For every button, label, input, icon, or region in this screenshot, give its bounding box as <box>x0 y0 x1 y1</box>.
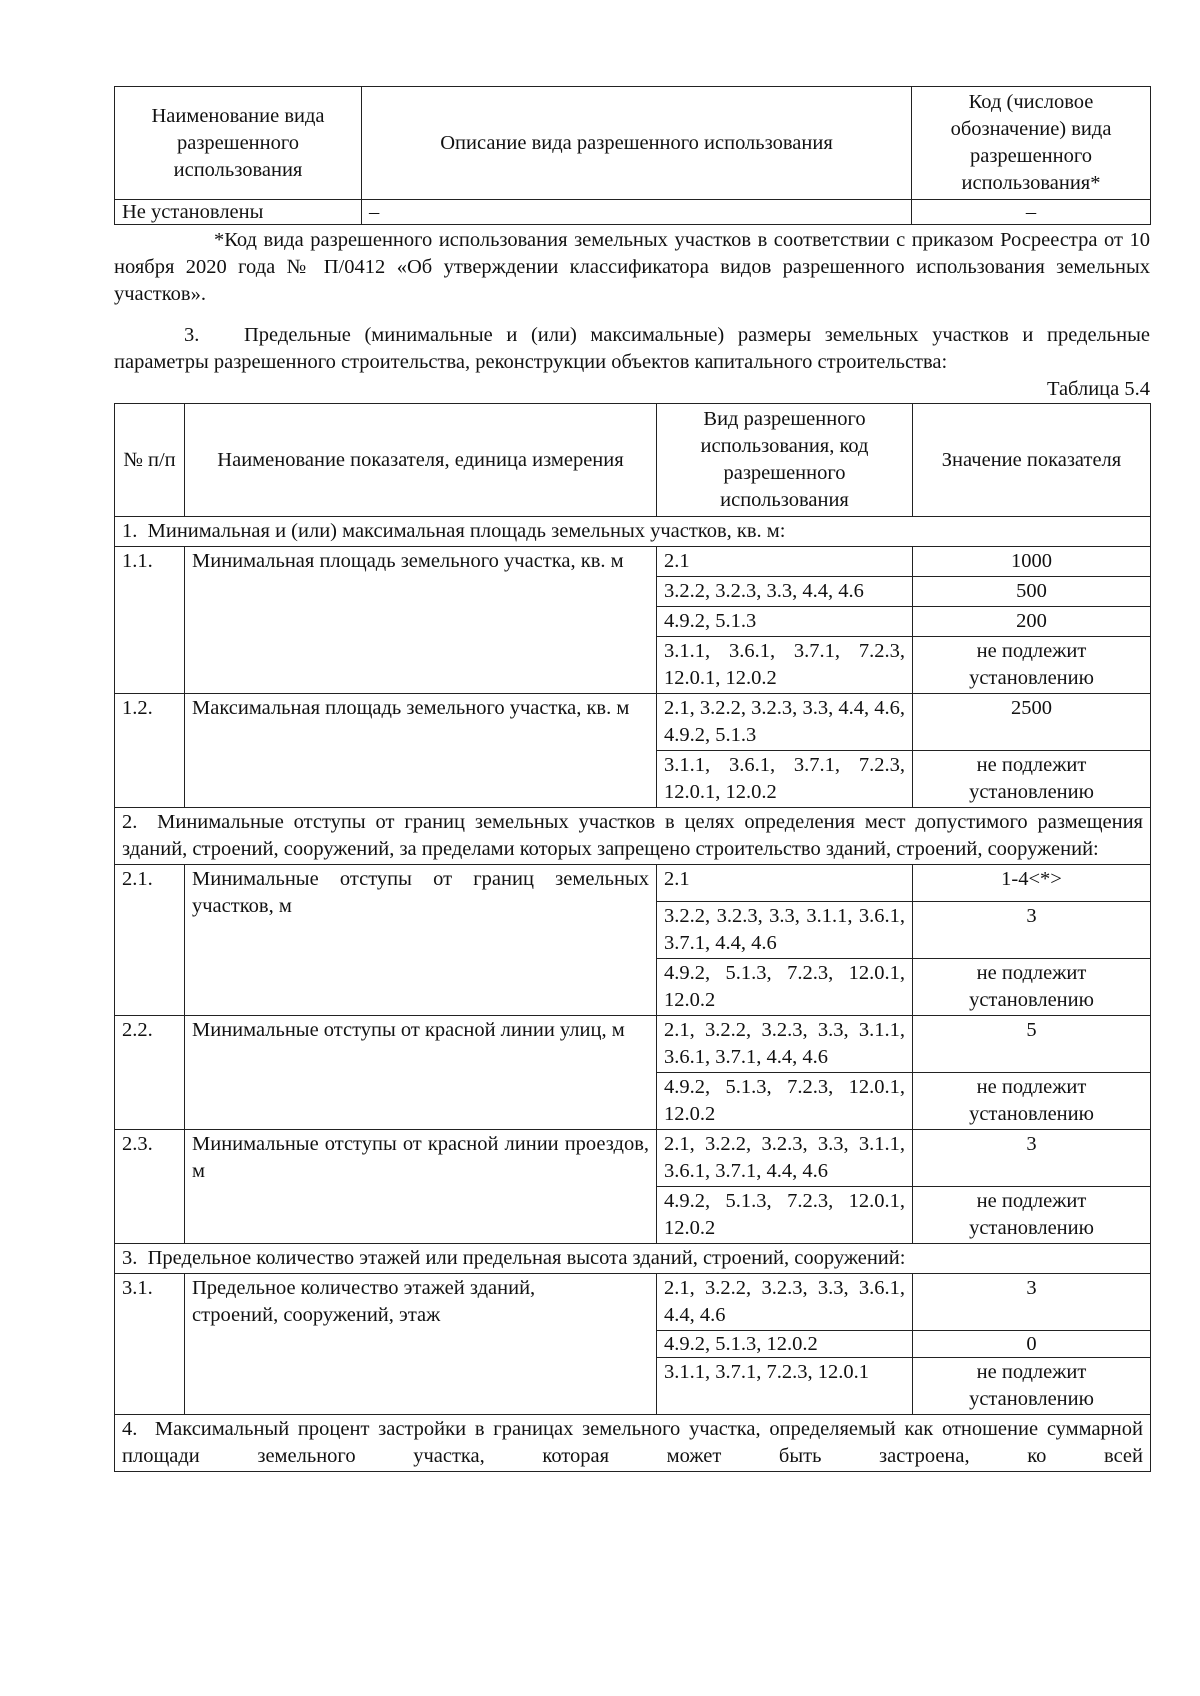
section-row-1 <box>115 517 1151 547</box>
table-row <box>115 200 1151 225</box>
cell-use-code: – <box>912 200 1151 225</box>
header-use-name: Наименование вида разрешенного использования <box>115 87 362 200</box>
use-codes: 4.9.2, 5.1.3, 7.2.3, 12.0.1, 12.0.2 <box>657 1073 913 1130</box>
section-row-4 <box>115 1415 1151 1472</box>
use-codes: 2.1, 3.2.2, 3.2.3, 3.3, 4.4, 4.6, 4.9.2, 5.1.3 <box>657 694 913 751</box>
indicator-value: 200 <box>913 607 1151 637</box>
section-3-title: 3. Предельное количество этажей или предельная высота зданий, строений, сооружений: <box>115 1244 1151 1274</box>
indicator-value: не подлежит установлению <box>913 751 1151 808</box>
footnote: *Код вида разрешенного использования земельных участков в соответствии с приказом Росреестра от 10 ноября 2020 года № П/0412 «Об утверждении классификатора видов разрешенного использования земельных участков». <box>114 229 1150 305</box>
table-row <box>115 694 1151 751</box>
document-content <box>114 86 1150 1472</box>
use-codes: 2.1, 3.2.2, 3.2.3, 3.3, 3.6.1, 4.4, 4.6 <box>657 1274 913 1331</box>
row-number: 2.1. <box>115 865 185 1016</box>
section-row-3 <box>115 1244 1151 1274</box>
table-row <box>115 1130 1151 1187</box>
header-number: № п/п <box>115 404 185 517</box>
cell-use-name: Не установлены <box>115 200 362 225</box>
indicator-value: не подлежит установлению <box>913 1358 1151 1415</box>
indicator-name: Минимальные отступы от красной линии проездов, м <box>185 1130 657 1244</box>
section-row-2 <box>115 808 1151 865</box>
indicator-value: не подлежит установлению <box>913 959 1151 1016</box>
indicator-value: 3 <box>913 902 1151 959</box>
use-codes: 2.1, 3.2.2, 3.2.3, 3.3, 3.1.1, 3.6.1, 3.7.1, 4.4, 4.6 <box>657 1016 913 1073</box>
indicator-value: 500 <box>913 577 1151 607</box>
indicator-value: 3 <box>913 1130 1151 1187</box>
table-row <box>115 547 1151 577</box>
row-number: 2.3. <box>115 1130 185 1244</box>
section-2-title: 2. Минимальные отступы от границ земельных участков в целях определения мест допустимого размещения зданий, строений, сооружений, за пределами которых запрещено строительство зданий, строений, сооружений: <box>115 808 1151 865</box>
section-3-paragraph <box>114 322 1150 376</box>
indicator-value: 5 <box>913 1016 1151 1073</box>
parameters-table <box>114 403 1151 1472</box>
use-codes: 3.2.2, 3.2.3, 3.3, 4.4, 4.6 <box>657 577 913 607</box>
indicator-name: Предельное количество этажей зданий, строений, сооружений, этаж <box>185 1274 657 1415</box>
indicator-name: Минимальные отступы от красной линии улиц, м <box>185 1016 657 1130</box>
use-codes: 2.1 <box>657 865 913 902</box>
indicator-name: Минимальные отступы от границ земельных участков, м <box>185 865 657 1016</box>
header-use-type-code: Вид разрешенного использования, код разрешенного использования <box>657 404 913 517</box>
indicator-value: не подлежит установлению <box>913 1187 1151 1244</box>
table-row <box>115 1274 1151 1331</box>
indicator-value: 1-4<*> <box>913 865 1151 902</box>
header-use-code: Код (числовое обозначение) вида разрешенного использования* <box>912 87 1151 200</box>
use-codes: 4.9.2, 5.1.3 <box>657 607 913 637</box>
indicator-value: не подлежит установлению <box>913 1073 1151 1130</box>
header-indicator-name: Наименование показателя, единица измерения <box>185 404 657 517</box>
row-number: 1.2. <box>115 694 185 808</box>
use-codes: 3.2.2, 3.2.3, 3.3, 3.1.1, 3.6.1, 3.7.1, 4.4, 4.6 <box>657 902 913 959</box>
indicator-name: Максимальная площадь земельного участка, кв. м <box>185 694 657 808</box>
row-number: 1.1. <box>115 547 185 694</box>
header-indicator-value: Значение показателя <box>913 404 1151 517</box>
section-3-text: Предельные (минимальные и (или) максимальные) размеры земельных участков и предельные параметры разрешенного строительства, реконструкции объектов капитального строительства: <box>114 324 1150 373</box>
indicator-value: 1000 <box>913 547 1151 577</box>
row-number: 2.2. <box>115 1016 185 1130</box>
table-label: Таблица 5.4 <box>1046 378 1150 400</box>
cell-use-description: – <box>362 200 912 225</box>
use-codes: 4.9.2, 5.1.3, 7.2.3, 12.0.1, 12.0.2 <box>657 1187 913 1244</box>
use-codes: 4.9.2, 5.1.3, 7.2.3, 12.0.1, 12.0.2 <box>657 959 913 1016</box>
table-header-row <box>115 87 1151 200</box>
table-header-row <box>115 404 1151 517</box>
permitted-use-table <box>114 86 1151 225</box>
section-3-number: 3. <box>184 324 200 346</box>
use-codes: 3.1.1, 3.7.1, 7.2.3, 12.0.1 <box>657 1358 913 1415</box>
table-row <box>115 865 1151 902</box>
use-codes: 3.1.1, 3.6.1, 3.7.1, 7.2.3, 12.0.1, 12.0.2 <box>657 751 913 808</box>
indicator-value: 3 <box>913 1274 1151 1331</box>
indicator-value: 0 <box>913 1331 1151 1358</box>
use-codes: 4.9.2, 5.1.3, 12.0.2 <box>657 1331 913 1358</box>
use-codes: 3.1.1, 3.6.1, 3.7.1, 7.2.3, 12.0.1, 12.0.2 <box>657 637 913 694</box>
indicator-name: Минимальная площадь земельного участка, кв. м <box>185 547 657 694</box>
indicator-value: не подлежит установлению <box>913 637 1151 694</box>
table-row <box>115 1016 1151 1073</box>
header-use-description: Описание вида разрешенного использования <box>362 87 912 200</box>
row-number: 3.1. <box>115 1274 185 1415</box>
section-1-title: 1. Минимальная и (или) максимальная площадь земельных участков, кв. м: <box>115 517 1151 547</box>
indicator-value: 2500 <box>913 694 1151 751</box>
section-4-title: 4. Максимальный процент застройки в границах земельного участка, определяемый как отношение суммарной площади земельного участка, которая может быть застроена, ко всей <box>115 1415 1151 1472</box>
use-codes: 2.1 <box>657 547 913 577</box>
use-codes: 2.1, 3.2.2, 3.2.3, 3.3, 3.1.1, 3.6.1, 3.7.1, 4.4, 4.6 <box>657 1130 913 1187</box>
